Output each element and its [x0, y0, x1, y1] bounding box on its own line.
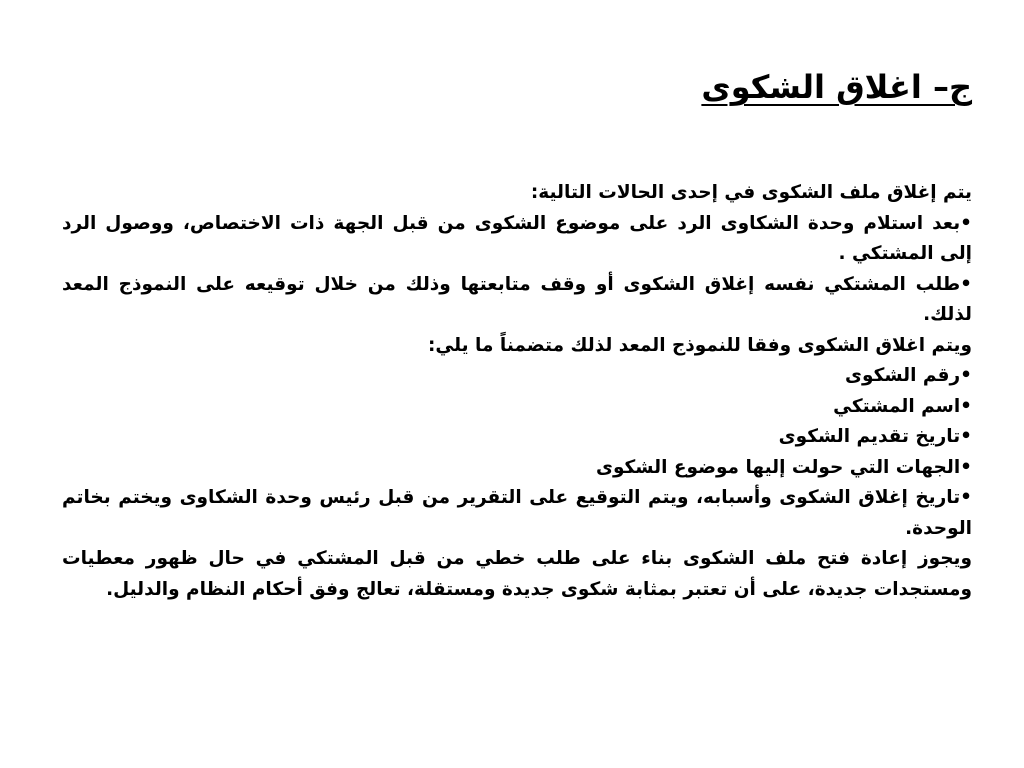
reopen-text: ويجوز إعادة فتح ملف الشكوى بناء على طلب خطي من قبل المشتكي في حال ظهور معطيات ومستجدات جديدة، على أن تعتبر بمثابة شكوى جديدة ومستقلة، تعالج وفق أحكام النظام والدليل. [62, 548, 972, 600]
bullet-icon: • [960, 212, 972, 234]
bullet-icon: • [960, 426, 972, 447]
form-item-text: تاريخ إغلاق الشكوى وأسبابه، ويتم التوقيع على التقرير من قبل رئيس وحدة الشكاوى ويختم بخاتم الوحدة. [62, 487, 972, 539]
form-item-text: اسم المشتكي [833, 395, 961, 417]
bullet-icon: • [960, 365, 972, 386]
form-item [62, 392, 972, 423]
case-item [62, 209, 972, 270]
form-item-text: الجهات التي حولت إليها موضوع الشكوى [595, 456, 961, 478]
bullet-icon: • [960, 456, 972, 478]
case-item [62, 270, 972, 331]
slide-title: ج– اغلاق الشكوى [701, 68, 972, 106]
intro-text: يتم إغلاق ملف الشكوى في إحدى الحالات التالية: [530, 182, 972, 203]
form-item-text: تاريخ تقديم الشكوى [778, 426, 961, 447]
bullet-icon: • [960, 487, 972, 508]
form-item [62, 361, 972, 392]
case-text: طلب المشتكي نفسه إغلاق الشكوى أو وقف متابعتها وذلك من خلال توقيعه على النموذج المعد لذلك. [62, 273, 972, 325]
form-intro-text: ويتم اغلاق الشكوى وفقا للنموذج المعد لذلك متضمناً ما يلي: [428, 334, 972, 356]
form-item [62, 483, 972, 544]
slide-body [62, 178, 972, 605]
form-item [62, 422, 972, 453]
form-item [62, 453, 972, 484]
case-text: بعد استلام وحدة الشكاوى الرد على موضوع الشكوى من قبل الجهة ذات الاختصاص، ووصول الرد إلى المشتكي . [62, 212, 972, 264]
bullet-icon: • [960, 395, 972, 417]
bullet-icon: • [960, 273, 972, 295]
form-item-text: رقم الشكوى [845, 365, 961, 386]
